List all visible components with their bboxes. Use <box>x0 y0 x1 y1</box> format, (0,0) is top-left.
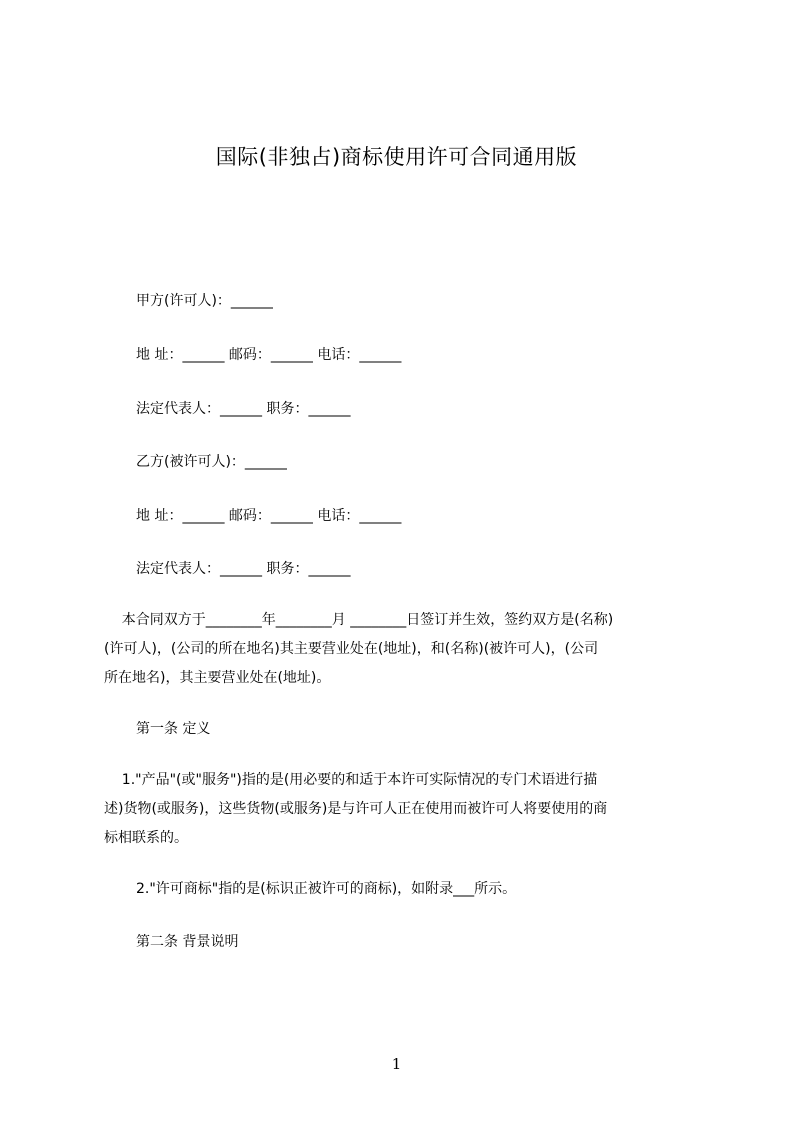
article-1-item-1-line: 述)货物(或服务)，这些货物(或服务)是与许可人正在使用而被许可人将要使用的商 <box>104 801 608 817</box>
party-a-representative-line: 法定代表人：______ 职务：______ <box>136 401 351 417</box>
article-2-heading: 第二条 背景说明 <box>136 934 239 950</box>
preamble-line: (许可人)，(公司的所在地名)其主要营业处在(地址)，和(名称)(被许可人)，(公司 <box>104 641 599 657</box>
preamble-line: 所在地名)，其主要营业处在(地址)。 <box>104 670 331 686</box>
preamble-line: 本合同双方于________年________月 ________日签订并生效，签约双方是(名称) <box>104 612 614 628</box>
party-b-representative-line: 法定代表人：______ 职务：______ <box>136 561 351 577</box>
article-1-item-1 <box>104 766 698 853</box>
party-a-label: 甲方(许可人)：______ <box>136 293 273 309</box>
party-b-address-line: 地 址：______ 邮码：______ 电话：______ <box>136 508 402 524</box>
article-1-item-2: 2."许可商标"指的是(标识正被许可的商标)，如附录___所示。 <box>136 881 517 897</box>
party-b-label: 乙方(被许可人)：______ <box>136 454 287 470</box>
page-number: 1 <box>391 1055 402 1073</box>
article-1-item-1-line: 1."产品"(或"服务")指的是(用必要的和适于本许可实际情况的专门术语进行描 <box>104 772 598 788</box>
article-1-item-1-line: 标相联系的。 <box>104 830 188 846</box>
document-title: 国际(非独占)商标使用许可合同通用版 <box>215 145 578 169</box>
article-1-heading: 第一条 定义 <box>136 721 211 737</box>
preamble-paragraph <box>104 606 698 693</box>
party-a-address-line: 地 址：______ 邮码：______ 电话：______ <box>136 347 402 363</box>
